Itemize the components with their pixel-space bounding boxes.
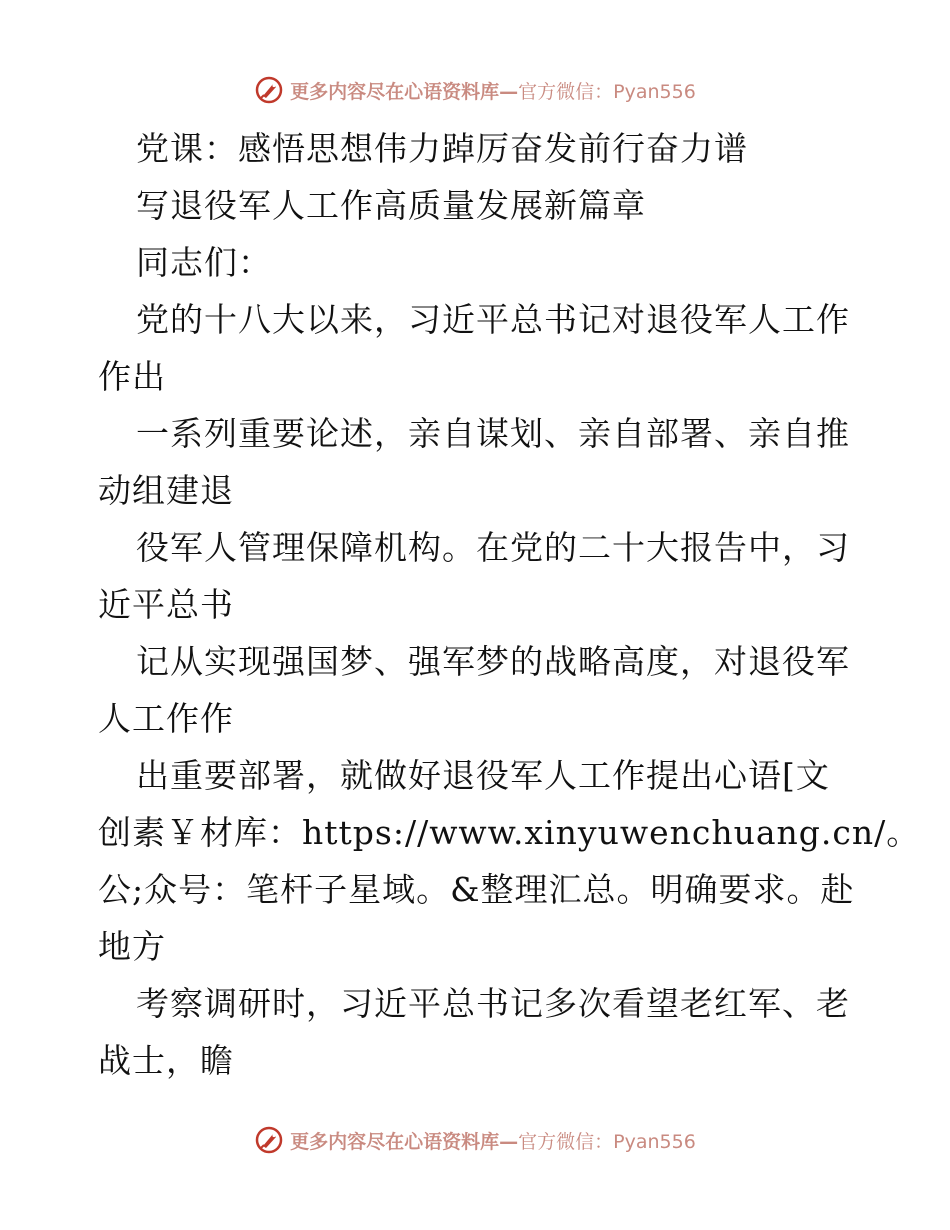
banner-text — [290, 77, 696, 104]
text-line: 地方 — [98, 927, 166, 966]
banner-dash: — — [499, 1130, 519, 1153]
text-line: 考察调研时，习近平总书记多次看望老红军、老 — [136, 984, 850, 1023]
text-line: 公;众号：笔杆子星域。&整理汇总。明确要求。赴 — [98, 870, 855, 909]
banner-wechat: 官方微信：Pyan556 — [518, 80, 696, 103]
text-line: 创素￥材库：https://www.xinyuwenchuang.cn/。 — [98, 813, 921, 852]
header-watermark-banner — [0, 72, 950, 108]
banner-text — [290, 1127, 696, 1154]
text-line: 动组建退 — [98, 471, 234, 510]
text-line: 党的十八大以来，习近平总书记对退役军人工作 — [136, 300, 850, 339]
text-line: 出重要部署，就做好退役军人工作提出心语[文 — [136, 756, 830, 795]
document-body — [98, 120, 921, 1089]
banner-title: 更多内容尽在心语资料库 — [290, 80, 500, 103]
banner-dash: — — [499, 80, 519, 103]
text-line: 党课：感悟思想伟力踔厉奋发前行奋力谱 — [136, 129, 748, 168]
text-line: 写退役军人工作高质量发展新篇章 — [136, 186, 646, 225]
text-line: 人工作作 — [98, 699, 234, 738]
text-line: 战士，瞻 — [98, 1041, 234, 1080]
text-line: 役军人管理保障机构。在党的二十大报告中，习 — [136, 528, 850, 567]
text-line: 近平总书 — [98, 585, 234, 624]
text-line: 同志们： — [136, 243, 272, 282]
text-line: 一系列重要论述，亲自谋划、亲自部署、亲自推 — [136, 414, 850, 453]
pen-nib-logo-icon — [254, 1125, 284, 1155]
banner-wechat: 官方微信：Pyan556 — [518, 1130, 696, 1153]
banner-title: 更多内容尽在心语资料库 — [290, 1130, 500, 1153]
pen-nib-logo-icon — [254, 75, 284, 105]
text-line: 记从实现强国梦、强军梦的战略高度，对退役军 — [136, 642, 850, 681]
footer-watermark-banner — [0, 1122, 950, 1158]
text-line: 作出 — [98, 357, 166, 396]
